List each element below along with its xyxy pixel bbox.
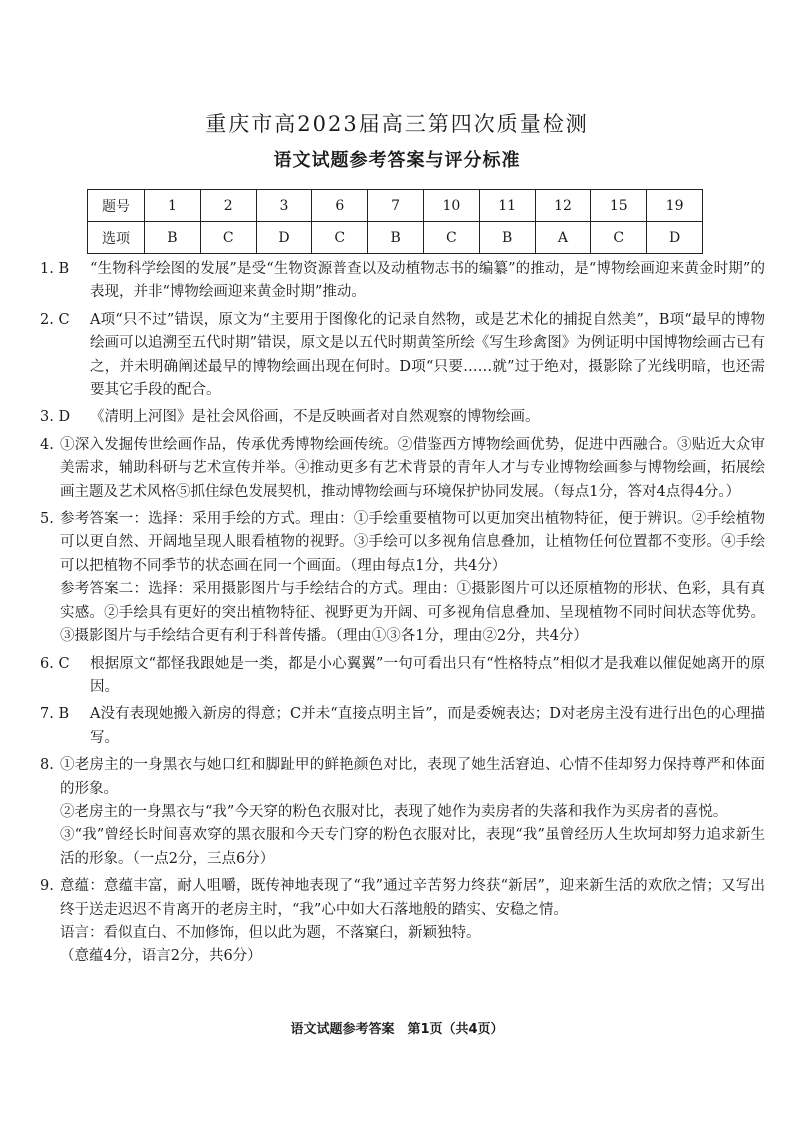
answer-option-row [88, 222, 703, 254]
row-label-option: 选项 [88, 222, 145, 254]
item-number: 1. B [40, 261, 70, 277]
question-number-cell: 3 [256, 190, 312, 222]
answer-option-cell: B [479, 222, 535, 254]
answer-explanations [40, 258, 765, 973]
item-text-reference-answer-2: 参考答案二：选择：采用摄影图片与手绘结合的方式。理由：①摄影图片可以还原植物的形状、色彩，具有真实感。②手绘具有更好的突出植物特征、视野更为开阔、可多视角信息叠加、呈现植物不同时间状态等优势。③摄影图片与手绘结合更有利于科普传播。（理由①③各1分，理由②2分，共4分） [60, 581, 765, 645]
item-text-language: 语言：看似直白、不加修饰，但以此为题，不落窠臼，新颖独特。 [60, 924, 481, 941]
item-number: 4. [40, 436, 54, 453]
item-text-point-1: ①老房主的一身黑衣与她口红和脚趾甲的鲜艳颜色对比，表现了她生活窘迫、心情不佳却努力保持尊严和体面的形象。 [60, 757, 765, 797]
answer-item-1 [40, 258, 765, 305]
answer-item-9 [40, 875, 765, 969]
answer-item-8 [40, 754, 765, 871]
answer-option-cell: C [423, 222, 479, 254]
item-text-point-3: ③“我”曾经长时间喜欢穿的黑衣服和今天专门穿的粉色衣服对比，表现“我”虽曾经历人生坎坷却努力追求新生活的形象。（一点2分，三点6分） [60, 827, 765, 867]
row-label-question-number: 题号 [88, 190, 145, 222]
item-number: 7. B [40, 706, 70, 723]
document-subtitle: 语文试题参考答案与评分标准 [273, 150, 521, 171]
answer-item-4 [40, 434, 765, 504]
answer-option-cell: B [145, 222, 201, 254]
page-footer: 语文试题参考答案 第1页（共4页） [290, 1022, 504, 1037]
item-number: 8. [40, 757, 54, 774]
item-text: A项“只不过”错误，原文为“主要用于图像化的记录自然物，或是艺术化的捕捉自然美”，B项“最早的博物绘画可以追溯至五代时期”错误，原文是以五代时期黄筌所绘《写生珍禽图》为例证明中国博物绘画古已有之，并未明确阐述最早的博物绘画出现在何时。D项“只要……就”过于绝对，摄影除了光线明暗，也还需要其它手段的配合。 [90, 311, 765, 399]
question-number-cell: 15 [591, 190, 647, 222]
answer-option-cell: A [535, 222, 591, 254]
question-number-cell: 11 [479, 190, 535, 222]
item-text-scoring: （意蕴4分，语言2分，共6分） [60, 948, 262, 965]
answer-option-cell: D [256, 222, 312, 254]
item-text: A没有表现她搬入新房的得意；C并未“直接点明主旨”，而是委婉表达；D对老房主没有进行出色的心理描写。 [90, 706, 765, 746]
item-number: 6. C [40, 655, 70, 672]
answer-option-cell: C [200, 222, 256, 254]
answer-option-cell: C [312, 222, 368, 254]
answer-option-cell: C [591, 222, 647, 254]
answer-key-table [87, 189, 703, 254]
document-title: 重庆市高2023届高三第四次质量检测 [205, 112, 589, 136]
answer-item-2 [40, 309, 765, 403]
item-number: 5. [40, 511, 54, 528]
answer-item-7 [40, 703, 765, 750]
item-text-point-2: ②老房主的一身黑衣与“我”今天穿的粉色衣服对比，表现了她作为卖房者的失落和我作为买房者的喜悦。 [60, 803, 728, 820]
question-number-cell: 6 [312, 190, 368, 222]
item-number: 9. [40, 878, 54, 895]
answer-item-6 [40, 653, 765, 700]
item-text: 根据原文“都怪我跟她是一类，都是小心翼翼”一句可看出只有“性格特点”相似才是我难以催促她离开的原因。 [90, 655, 765, 695]
item-text: “生物科学绘图的发展”是受“生物资源普查以及动植物志书的编纂”的推动，是“博物绘画迎来黄金时期”的表现，并非“博物绘画迎来黄金时期”推动。 [90, 261, 765, 301]
item-text-meaning: 意蕴：意蕴丰富，耐人咀嚼，既传神地表现了“我”通过辛苦努力终获“新居”，迎来新生活的欢欣之情；又写出终于送走迟迟不肯离开的老房主时，“我”心中如大石落地般的踏实、安稳之情。 [60, 878, 765, 918]
question-number-cell: 2 [200, 190, 256, 222]
question-number-cell: 1 [145, 190, 201, 222]
question-number-cell: 10 [423, 190, 479, 222]
answer-item-5 [40, 508, 765, 648]
item-number: 2. C [40, 311, 70, 328]
answer-option-cell: B [368, 222, 424, 254]
question-number-cell: 19 [647, 190, 703, 222]
item-text: 《清明上河图》是社会风俗画，不是反映画者对自然观察的博物绘画。 [90, 409, 540, 426]
answer-option-cell: D [647, 222, 703, 254]
question-number-row [88, 190, 703, 222]
question-number-cell: 7 [368, 190, 424, 222]
item-text: ①深入发掘传世绘画作品，传承优秀博物绘画传统。②借鉴西方博物绘画优势，促进中西融合。③贴近大众审美需求，辅助科研与艺术宣传并举。④推动更多有艺术背景的青年人才与专业博物绘画参与博物绘画，拓展绘画主题及艺术风格⑤抓住绿色发展契机，推动博物绘画与环境保护协同发展。（每点1分，答对4点得4分。） [60, 436, 765, 500]
item-text-reference-answer-1: 参考答案一：选择：采用手绘的方式。理由：①手绘重要植物可以更加突出植物特征，便于辨识。②手绘植物可以更自然、开阔地呈现人眼看植物的视野。③手绘可以多视角信息叠加，让植物任何位置都不变形。④手绘可以把植物不同季节的状态画在同一个画面。（理由每点1分，共4分） [60, 511, 765, 574]
item-number: 3. D [40, 409, 71, 426]
answer-item-3 [40, 406, 765, 429]
question-number-cell: 12 [535, 190, 591, 222]
